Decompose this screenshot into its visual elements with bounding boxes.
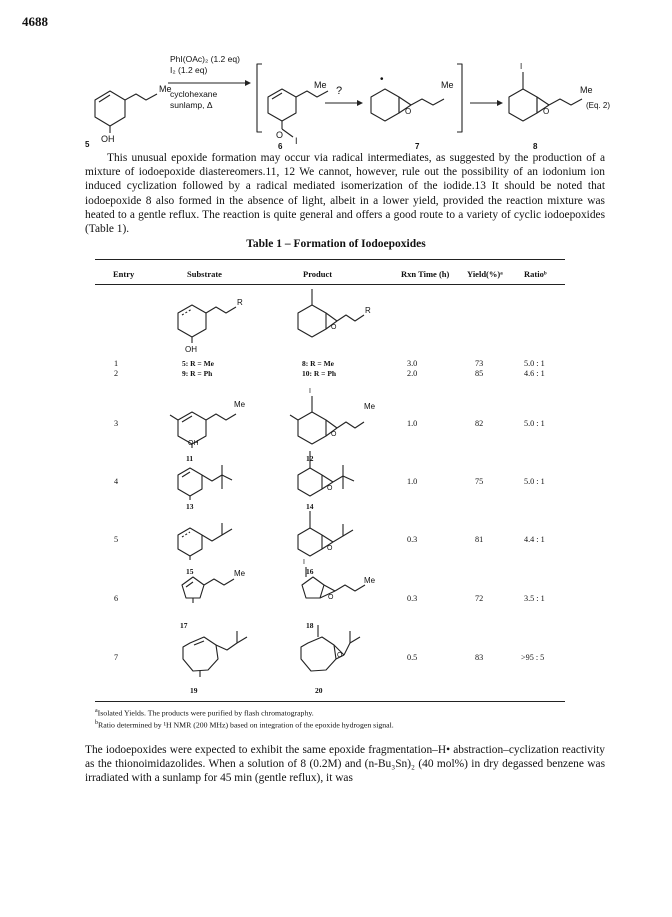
product-8-10-structure: [298, 289, 371, 337]
table-row-5-time: 0.3: [407, 535, 418, 544]
table-caption: Table 1 – Formation of Iodoepoxides: [246, 238, 426, 250]
table-row-7-substrate: 19: [190, 686, 198, 695]
svg-text:O: O: [331, 431, 337, 438]
col-header-product: Product: [303, 269, 333, 279]
product-18-structure: [302, 559, 376, 601]
table-row-7-ratio: >95 : 5: [521, 653, 545, 662]
col-header-entry: Entry: [113, 269, 135, 279]
table-row-4-entry: 4: [114, 477, 119, 486]
table-row-4-yield: 75: [475, 477, 484, 486]
table-bottom-rule: [95, 701, 565, 702]
product-16-structure: [298, 511, 353, 556]
table-row-6-yield: 72: [475, 594, 484, 603]
svg-text:6: 6: [278, 142, 283, 150]
table-row-2-yield: 85: [475, 369, 484, 378]
col-header-ratio: Ratioᵇ: [524, 269, 547, 279]
svg-text:OH: OH: [188, 440, 199, 447]
svg-text:R: R: [237, 298, 243, 307]
svg-text:Me: Me: [314, 80, 327, 90]
product-20-structure: [301, 625, 360, 671]
table-row-2-time: 2.0: [407, 369, 418, 378]
table-row-3-substrate: 11: [186, 454, 194, 463]
table-row-1-product: 8: R = Me: [302, 359, 334, 368]
compound-7-structure: [371, 74, 454, 150]
svg-text:O: O: [328, 594, 334, 601]
table-row-1-yield: 73: [475, 359, 484, 368]
reagent-line-1: PhI(OAc)₂ (1.2 eq): [170, 54, 240, 64]
svg-text:O: O: [331, 324, 337, 331]
svg-text:Me: Me: [234, 569, 246, 578]
question-mark: ?: [336, 85, 343, 97]
table-row-4-product: 14: [306, 502, 314, 511]
table-row-1-time: 3.0: [407, 359, 418, 368]
svg-text:O: O: [276, 130, 284, 140]
compound-label: 5: [85, 140, 90, 149]
oh-label: OH: [101, 134, 115, 144]
table-row-7-yield: 83: [475, 653, 484, 662]
table-row-3-yield: 82: [475, 419, 484, 428]
col-header-time: Rxn Time (h): [401, 269, 450, 279]
svg-text:Me: Me: [234, 400, 246, 409]
conditions-line-1: cyclohexane: [170, 89, 218, 99]
substrate-15-structure: [178, 523, 232, 560]
table-row-2-ratio: 4.6 : 1: [524, 369, 545, 378]
compound-6-structure: [268, 80, 328, 150]
svg-text:8: 8: [533, 142, 538, 150]
svg-text:O: O: [543, 107, 550, 116]
table-row-7-time: 0.5: [407, 653, 418, 662]
table-row-5-substrate: 15: [186, 567, 194, 576]
svg-text:Me: Me: [364, 576, 376, 585]
table-row-6-time: 0.3: [407, 594, 418, 603]
table-row-6-ratio: 3.5 : 1: [524, 594, 545, 603]
table-row-7-product: 20: [315, 686, 323, 695]
svg-text:Me: Me: [580, 85, 593, 95]
me-label: Me: [159, 84, 172, 94]
table-row-1-entry: 1: [114, 359, 119, 368]
table-row-4-time: 1.0: [407, 477, 418, 486]
table-row-5-yield: 81: [475, 535, 484, 544]
svg-text:I: I: [295, 136, 298, 146]
compound-8-structure: [509, 62, 593, 150]
table-row-4-ratio: 5.0 : 1: [524, 477, 545, 486]
svg-text:•: •: [380, 74, 384, 85]
table-row-3-time: 1.0: [407, 419, 418, 428]
svg-text:Me: Me: [364, 402, 376, 411]
table-row-2-product: 10: R = Ph: [302, 369, 337, 378]
footnote-b: $^b$Ratio determined by ¹H NMR (200 MHz) based on integration of the epoxide hydrogen signal.: [95, 720, 394, 730]
footnote-a: $^a$Isolated Yields. The products were purified by flash chromatography.: [95, 708, 314, 718]
table-row-2-substrate: 9: R = Ph: [182, 369, 213, 378]
svg-text:O: O: [327, 545, 333, 552]
table-row-3-ratio: 5.0 : 1: [524, 419, 545, 428]
table-row-5-product: 16: [306, 567, 314, 576]
col-header-substrate: Substrate: [187, 269, 222, 279]
table-row-3-entry: 3: [114, 419, 119, 428]
table-row-5-entry: 5: [114, 535, 119, 544]
svg-text:7: 7: [415, 142, 420, 150]
conditions-line-2: sunlamp, Δ: [170, 100, 213, 110]
table-top-rule: [95, 259, 565, 260]
table-row-3-product: 12: [306, 454, 314, 463]
table-row-6-entry: 6: [114, 594, 119, 603]
table-row-5-ratio: 4.4 : 1: [524, 535, 545, 544]
svg-text:R: R: [365, 306, 371, 315]
table-row-4-substrate: 13: [186, 502, 194, 511]
reaction-scheme: [0, 50, 672, 150]
svg-text:I: I: [309, 388, 311, 395]
page-number: 4688: [22, 14, 48, 29]
svg-text:I: I: [520, 62, 523, 71]
substrate-5-9-structure: [178, 298, 243, 354]
svg-text:O: O: [405, 107, 412, 116]
svg-text:OH: OH: [185, 345, 197, 354]
equation-label: (Eq. 2): [586, 101, 611, 110]
svg-text:O: O: [337, 652, 343, 659]
product-12-structure: [290, 388, 376, 444]
compound-5-structure: [85, 84, 172, 149]
body-paragraph-2: The iodoepoxides were expected to exhibit the same epoxide fragmentation–H• abstraction–cyclization reactivity as the thionoimidazolides. When a solution of 8 (0.2M) and (n-Bu₃Sn)₂ (40 mol%) in dry degassed benzene was irradiated with a sunlamp for 45 min (gentle reflux), it was: [85, 744, 605, 785]
table-row-1-substrate: 5: R = Me: [182, 359, 214, 368]
table-row-6-product: 18: [306, 621, 314, 630]
table-row-7-entry: 7: [114, 653, 119, 662]
substrate-11-structure: [170, 400, 246, 448]
svg-text:Me: Me: [441, 80, 454, 90]
table-row-1-ratio: 5.0 : 1: [524, 359, 545, 368]
table-row-2-entry: 2: [114, 369, 119, 378]
reagent-line-2: I₂ (1.2 eq): [170, 65, 208, 75]
substrate-13-structure: [178, 465, 232, 500]
table-structures: [0, 285, 672, 705]
svg-text:O: O: [327, 485, 333, 492]
svg-text:I: I: [303, 559, 305, 566]
body-paragraph-1: This unusual epoxide formation may occur via radical intermediates, as suggested by the production of a mixture of iodoepoxide diastereomers.11, 12 We cannot, however, rule out the possibility of an iodonium ion induced cyclization followed by a radical mediated isomerization of the iodide.13 It should be noted that iodoepoxide 8 also formed in the absence of light, albeit in a lower yield, provided the reaction mixture was heated to a gentle reflux. The reaction is quite general and offers a good route to a variety of cyclic iodoepoxides (Table 1).: [85, 152, 605, 236]
col-header-yield: Yield(%)ᵃ: [467, 269, 503, 279]
table-row-6-substrate: 17: [180, 621, 188, 630]
substrate-19-structure: [183, 631, 247, 677]
